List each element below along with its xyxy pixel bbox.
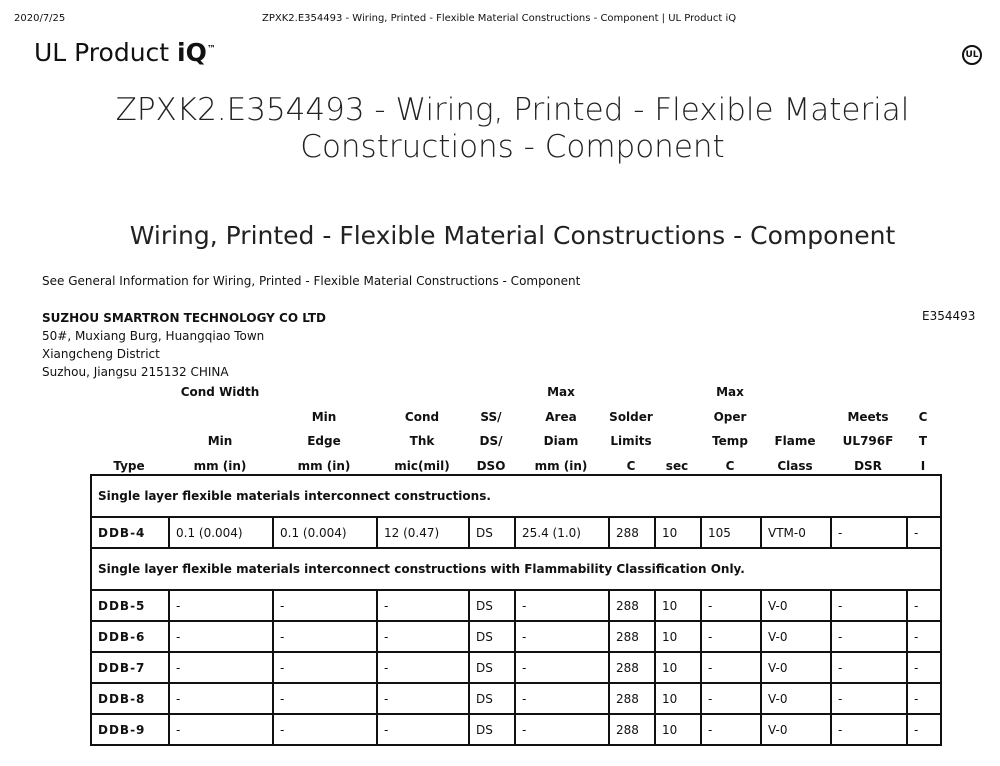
table-cell: - (377, 590, 469, 621)
table-header (90, 380, 940, 478)
table-cell: - (515, 714, 609, 745)
table-cell: - (701, 683, 761, 714)
table-cell: - (831, 714, 907, 745)
column-header: SS/ (480, 409, 502, 424)
table-cell: - (169, 714, 273, 745)
print-date: 2020/7/25 (14, 13, 66, 24)
column-header (654, 429, 700, 454)
table-cell: DS (469, 621, 515, 652)
type-cell: DDB-7 (91, 652, 169, 683)
column-header (654, 380, 700, 405)
column-header: mic(mil) (394, 458, 450, 473)
table-cell: - (273, 621, 377, 652)
company-address-line-1: 50#, Muxiang Burg, Huangqiao Town (42, 329, 265, 343)
header-row (90, 380, 940, 405)
column-header: Diam (543, 434, 579, 449)
type-cell: DDB-9 (91, 714, 169, 745)
brand-logo[interactable] (34, 38, 216, 67)
column-header (90, 429, 168, 454)
page-title-line-2: Constructions - Component (300, 129, 725, 165)
table-cell: - (273, 652, 377, 683)
brand-name: UL Product (34, 38, 178, 67)
table-row (91, 517, 941, 548)
table-cell: 0.1 (0.004) (169, 517, 273, 548)
table-cell: 10 (655, 652, 701, 683)
column-header: mm (in) (297, 458, 351, 473)
column-header: Area (545, 409, 577, 424)
column-header: DSO (476, 458, 506, 473)
table-cell: DS (469, 683, 515, 714)
column-header: mm (in) (193, 458, 247, 473)
section-label: Single layer flexible materials interconnect constructions with Flammability Classification Only. (91, 548, 941, 590)
column-header (168, 405, 272, 430)
column-header: Cond Width (180, 385, 260, 400)
company-block (42, 309, 326, 381)
column-header: Edge (307, 434, 341, 449)
column-header: Meets (847, 409, 889, 424)
table-cell: - (701, 652, 761, 683)
column-header: Thk (409, 434, 435, 449)
section-row (91, 548, 941, 590)
table-cell: V-0 (761, 683, 831, 714)
page-title-line-1: ZPXK2.E354493 - Wiring, Printed - Flexible Material (115, 92, 910, 128)
column-header: Oper (713, 409, 747, 424)
table-row (91, 683, 941, 714)
table-cell: - (377, 652, 469, 683)
column-header: Min (311, 409, 337, 424)
table-cell: 10 (655, 683, 701, 714)
table-cell: - (515, 683, 609, 714)
type-cell: DDB-6 (91, 621, 169, 652)
header-row (90, 429, 940, 454)
table-cell: 10 (655, 621, 701, 652)
column-header: T (918, 434, 928, 449)
table-cell: - (515, 652, 609, 683)
table-cell: V-0 (761, 652, 831, 683)
table-cell: 10 (655, 590, 701, 621)
table-cell: 288 (609, 590, 655, 621)
column-header (654, 405, 700, 430)
column-header: C (725, 458, 735, 473)
table-row (91, 590, 941, 621)
column-header: DS/ (479, 434, 503, 449)
table-row (91, 652, 941, 683)
column-header: Flame (774, 434, 816, 449)
column-header (830, 380, 906, 405)
table-cell: 288 (609, 652, 655, 683)
type-cell: DDB-4 (91, 517, 169, 548)
table-row (91, 621, 941, 652)
table-cell: - (907, 590, 941, 621)
column-header: Type (113, 458, 145, 473)
column-header (90, 405, 168, 430)
table-cell: - (831, 590, 907, 621)
table-cell: - (701, 714, 761, 745)
column-header: Temp (712, 434, 748, 449)
trademark-mark: ™ (206, 44, 216, 55)
type-cell: DDB-5 (91, 590, 169, 621)
table-cell: VTM-0 (761, 517, 831, 548)
column-header (760, 380, 830, 405)
table-cell: V-0 (761, 621, 831, 652)
ul-mark-icon: UL (962, 45, 982, 65)
table-cell: - (377, 683, 469, 714)
table-cell: - (273, 714, 377, 745)
table-cell: 288 (609, 517, 655, 548)
table-cell: - (515, 621, 609, 652)
table-cell: - (515, 590, 609, 621)
column-header (468, 380, 514, 405)
listing-table (90, 474, 942, 746)
table-cell: 25.4 (1.0) (515, 517, 609, 548)
table-cell: 288 (609, 683, 655, 714)
print-page-title: ZPXK2.E354493 - Wiring, Printed - Flexible Material Constructions - Component | UL Product iQ (262, 13, 737, 24)
column-header: C (626, 458, 636, 473)
column-header: Max (547, 385, 575, 400)
page-title (60, 92, 965, 166)
column-header (608, 380, 654, 405)
column-header (376, 380, 468, 405)
column-header: Max (716, 385, 744, 400)
table-cell: 288 (609, 621, 655, 652)
section-label: Single layer flexible materials interconnect constructions. (91, 475, 941, 517)
type-cell: DDB-8 (91, 683, 169, 714)
table-cell: - (831, 517, 907, 548)
column-header: C (918, 409, 928, 424)
brand-iq: iQ (177, 38, 207, 67)
table-cell: 10 (655, 714, 701, 745)
table-cell: - (907, 714, 941, 745)
table-cell: 12 (0.47) (377, 517, 469, 548)
table-cell: - (701, 621, 761, 652)
table-cell: - (701, 590, 761, 621)
table-cell: - (831, 652, 907, 683)
table-cell: DS (469, 590, 515, 621)
section-row (91, 475, 941, 517)
table-cell: - (907, 517, 941, 548)
table-cell: 288 (609, 714, 655, 745)
column-header: Solder (609, 409, 653, 424)
table-cell: 10 (655, 517, 701, 548)
header-row (90, 405, 940, 430)
column-header: mm (in) (534, 458, 588, 473)
column-header: Cond (404, 409, 440, 424)
table-cell: - (273, 683, 377, 714)
column-header (90, 380, 168, 405)
table-cell: - (377, 621, 469, 652)
table-cell: - (831, 683, 907, 714)
table-cell: - (831, 621, 907, 652)
file-number: E354493 (922, 309, 976, 323)
table-row (91, 714, 941, 745)
column-header: sec (665, 458, 689, 473)
company-name: SUZHOU SMARTRON TECHNOLOGY CO LTD (42, 311, 327, 325)
table-cell: DS (469, 714, 515, 745)
company-address-line-3: Suzhou, Jiangsu 215132 CHINA (42, 365, 229, 379)
column-header: Min (207, 434, 233, 449)
section-heading: Wiring, Printed - Flexible Material Constructions - Component (129, 221, 896, 250)
table-cell: - (169, 621, 273, 652)
table-cell: DS (469, 652, 515, 683)
table-cell: - (273, 590, 377, 621)
table-cell: - (169, 652, 273, 683)
table-cell: V-0 (761, 714, 831, 745)
table-cell: - (907, 621, 941, 652)
company-address-line-2: Xiangcheng District (42, 347, 160, 361)
general-information-link[interactable]: See General Information for Wiring, Printed - Flexible Material Constructions - Component (42, 274, 581, 288)
table-cell: - (169, 683, 273, 714)
column-header (272, 380, 376, 405)
column-header: I (920, 458, 926, 473)
column-header (906, 380, 940, 405)
column-header: UL796F (842, 434, 894, 449)
table-cell: - (907, 683, 941, 714)
table-cell: - (907, 652, 941, 683)
column-header: DSR (854, 458, 882, 473)
table-cell: - (169, 590, 273, 621)
column-header: Limits (610, 434, 652, 449)
table-cell: 0.1 (0.004) (273, 517, 377, 548)
table-cell: - (377, 714, 469, 745)
table-cell: DS (469, 517, 515, 548)
column-header: Class (777, 458, 813, 473)
table-cell: 105 (701, 517, 761, 548)
table-cell: V-0 (761, 590, 831, 621)
column-header (760, 405, 830, 430)
